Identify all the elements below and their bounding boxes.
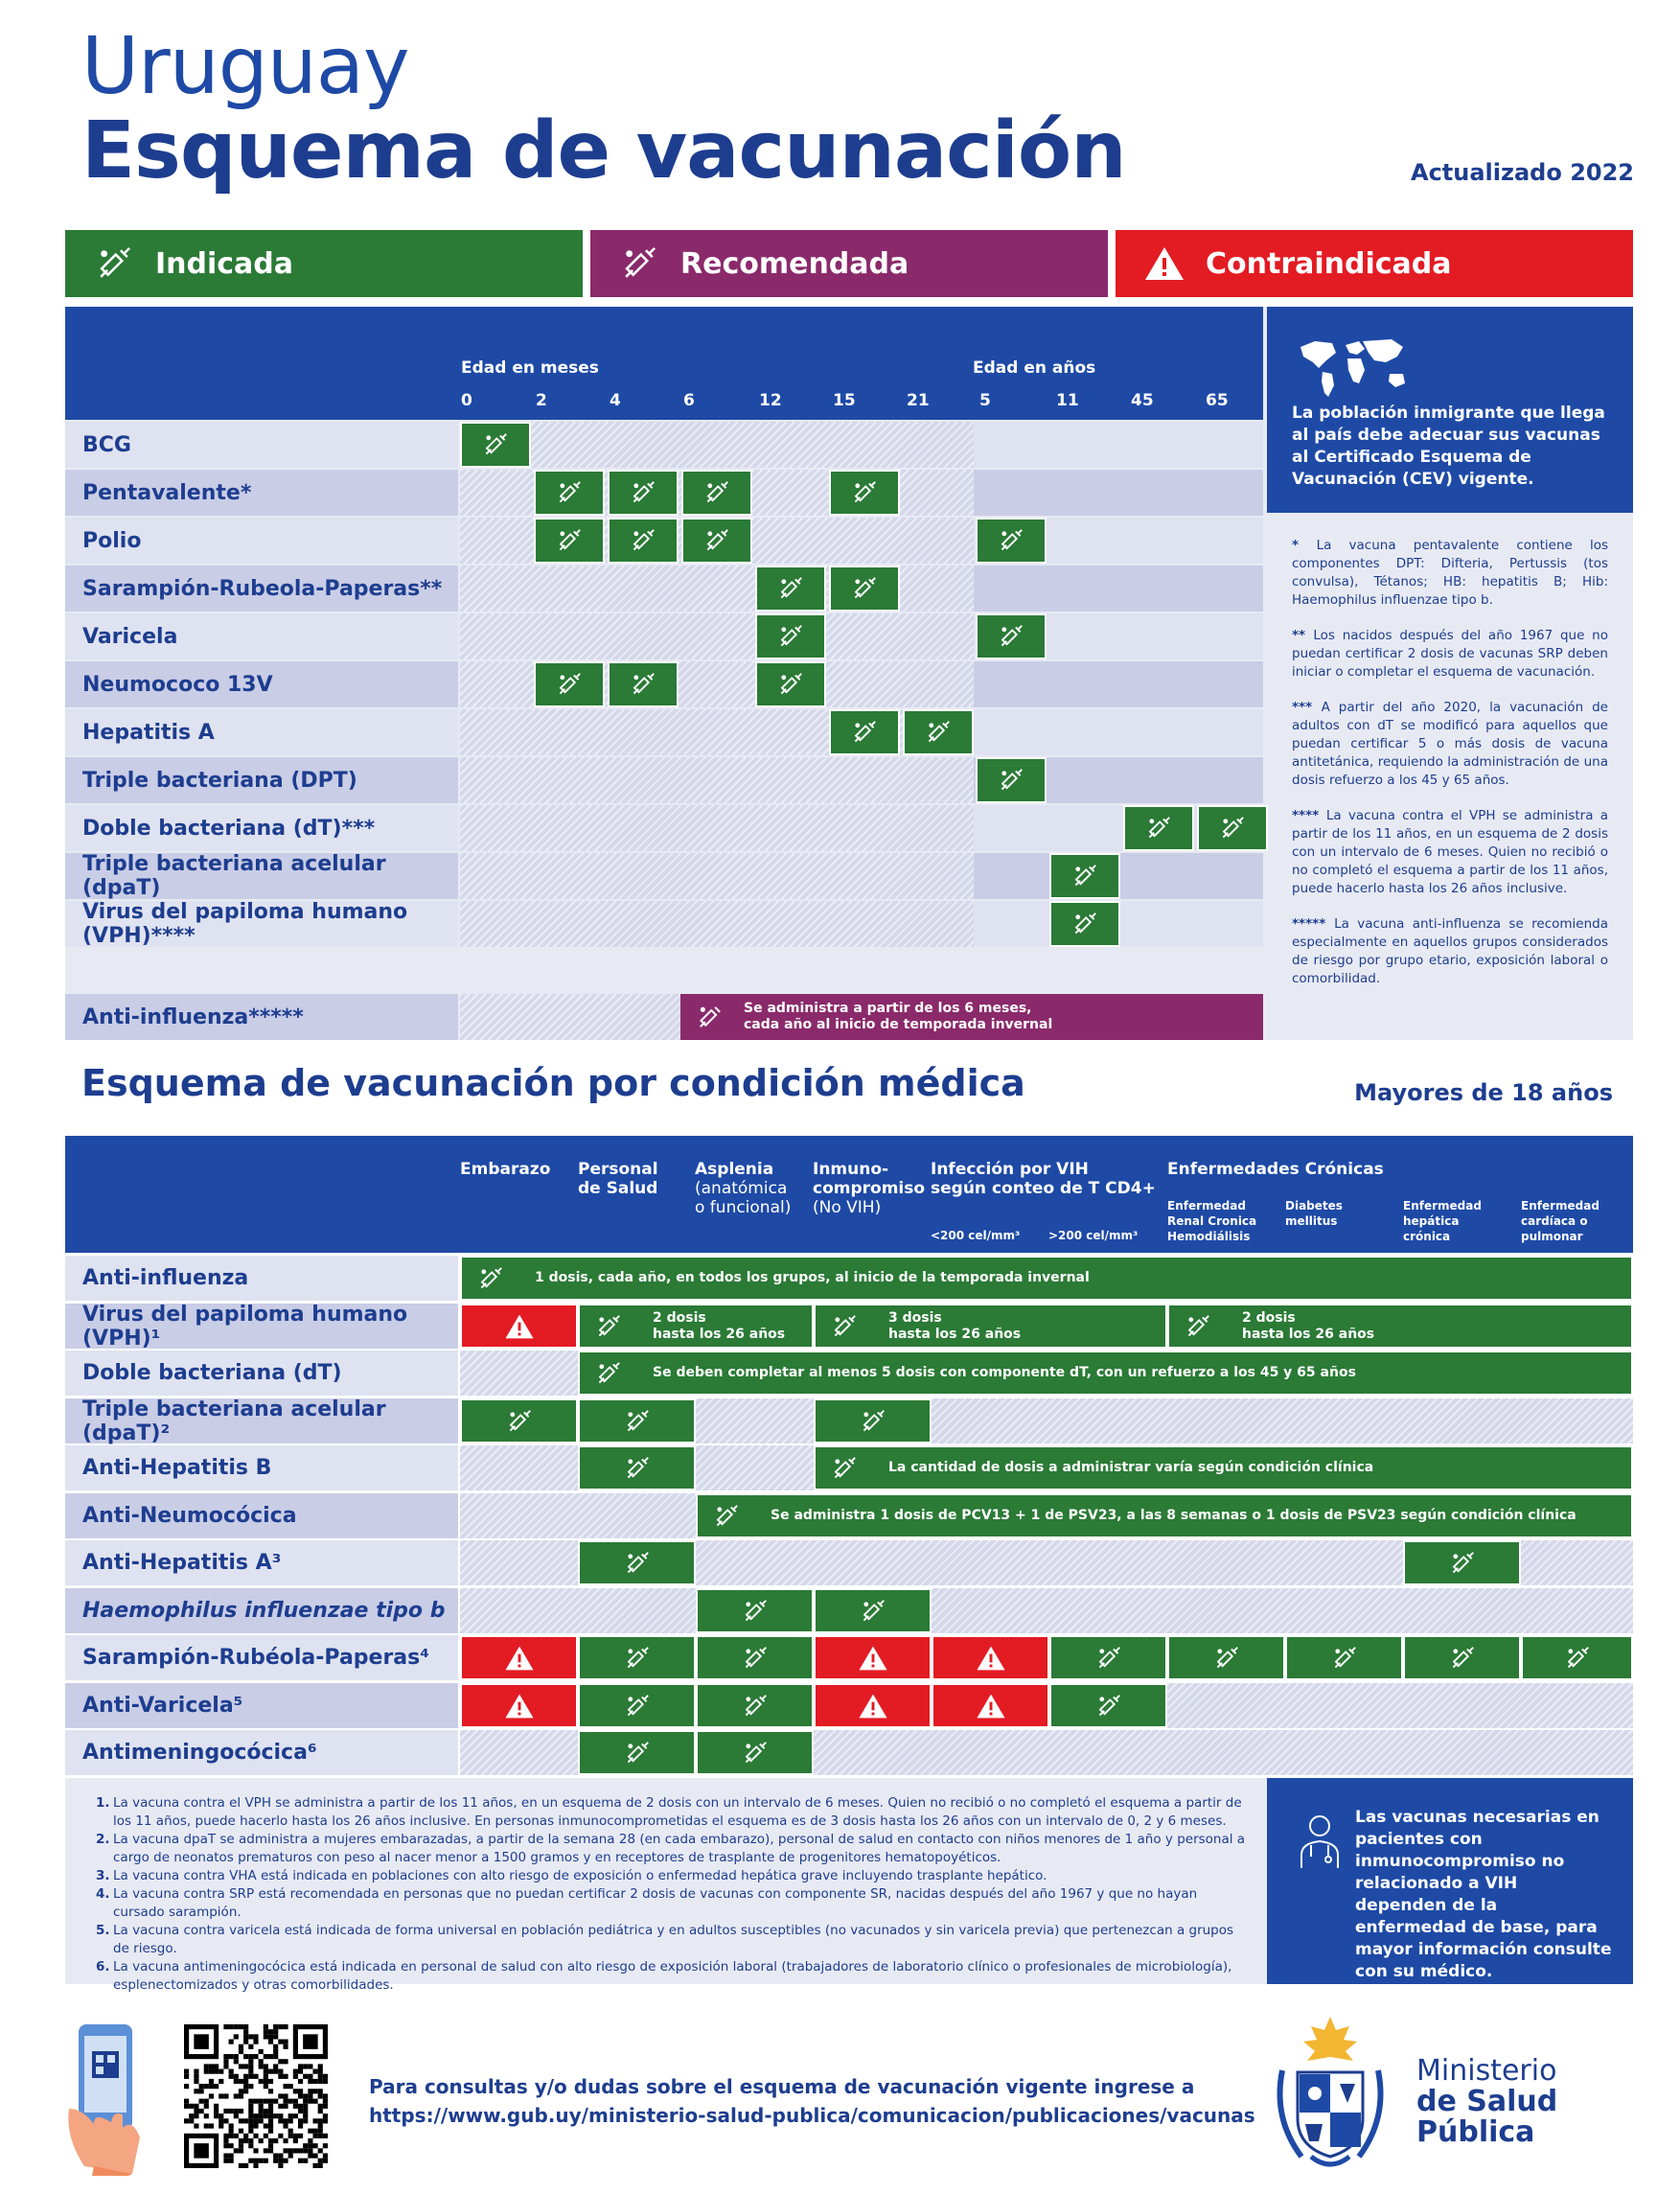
bar-text (653, 1365, 1356, 1381)
footnotes-list (96, 1794, 1246, 1995)
col-personal-2: de Salud (578, 1179, 658, 1198)
years-label: Edad en años (973, 358, 1096, 378)
doctor-icon (1298, 1813, 1342, 1874)
footnote-number: 1. (96, 1795, 110, 1811)
warning-icon (1140, 240, 1188, 288)
warning-icon (858, 1692, 888, 1721)
schedule-row-label: Neumococo 13V (65, 661, 458, 707)
bar-text-line: hasta los 26 años (653, 1326, 786, 1342)
col-diab-1: Diabetes (1285, 1199, 1343, 1212)
dose-cell (608, 661, 679, 707)
indicated-cell (578, 1304, 814, 1349)
col-embarazo: Embarazo (460, 1160, 551, 1179)
syringe-icon (475, 1263, 506, 1294)
syringe-icon (740, 1738, 771, 1768)
dose-cell (755, 613, 826, 659)
indicated-cell (814, 1588, 932, 1633)
schedule-row-label: Polio (65, 518, 458, 564)
side-note-text: Los nacidos después del año 1967 que no puedan certificar 2 dosis de vacunas SRP deben iniciar o completar el esquema de vacunación. (1292, 628, 1608, 680)
footnote-text: La vacuna antimeningocócica está indicada en personal de salud con alto riesgo de exposición laboral (trabajadores de laboratorio clínico o profesionales de microbiología), esplenectomizados y otras comorbilidades. (113, 1959, 1232, 1993)
syringe-icon (622, 1548, 653, 1579)
warning-icon (976, 1692, 1006, 1721)
indicated-cell (1167, 1635, 1285, 1680)
dose-cell (681, 518, 752, 564)
col-diab-2: mellitus (1285, 1214, 1338, 1228)
indicated-cell (578, 1351, 1633, 1396)
indicated-cell (696, 1683, 814, 1728)
contraindicated-cell (814, 1683, 932, 1728)
indicated-cell (1521, 1635, 1633, 1680)
page-title: Esquema de vacunación (81, 105, 1126, 196)
ministry-line-3: Pública (1416, 2115, 1535, 2149)
bar-text-line: Se administra 1 dosis de PCV13 + 1 de PSV23, a las 8 semanas o 1 dosis de PSV23 según condición clínica (771, 1508, 1576, 1523)
bar-text (535, 1270, 1090, 1286)
dose-cell (1123, 805, 1194, 851)
col-diabetes (1285, 1198, 1343, 1229)
syringe-icon (504, 1406, 535, 1437)
schedule-row-label: Varicela (65, 613, 458, 659)
influenza-text-2: cada año al inicio de temporada invernal (744, 1017, 1053, 1032)
bar-text (888, 1460, 1373, 1476)
medical-subtitle: Mayores de 18 años (1354, 1079, 1613, 1106)
side-note (1292, 699, 1608, 790)
medical-row-label: Anti-Hepatitis A³ (65, 1540, 458, 1585)
contraindicated-cell (460, 1304, 578, 1349)
syringe-icon (849, 477, 880, 508)
syringe-icon (1093, 1691, 1124, 1721)
side-note (1292, 537, 1608, 610)
col-inmuno-3: (No VIH) (813, 1198, 882, 1217)
indicated-cell (696, 1493, 1633, 1538)
syringe-icon (711, 1501, 742, 1532)
indicated-cell (460, 1398, 578, 1443)
warning-icon (858, 1644, 888, 1673)
syringe-icon (622, 1738, 653, 1768)
side-note-text: La vacuna anti-influenza se recomienda especialmente en aquellos grupos considerados de riesgo por grupo etario, exposición laboral o comorbilidad. (1292, 916, 1609, 986)
schedule-row-track-years (974, 661, 1263, 707)
legend-contraindicada-label: Contraindicada (1206, 246, 1452, 281)
side-notes (1292, 537, 1608, 1005)
syringe-icon (829, 1311, 860, 1342)
schedule-row-track-years (974, 709, 1263, 755)
contraindicated-cell (460, 1635, 578, 1680)
col-cardiaca (1521, 1198, 1599, 1244)
indicated-cell (578, 1398, 696, 1443)
col-hep-2: hepática (1403, 1214, 1460, 1228)
syringe-icon (628, 669, 658, 700)
footnote-number: 4. (96, 1886, 110, 1902)
age-tick: 4 (610, 391, 621, 410)
syringe-icon (628, 477, 658, 508)
indicated-cell (578, 1445, 696, 1490)
indicated-cell (696, 1635, 814, 1680)
medical-row-label: Haemophilus influenzae tipo b (65, 1588, 458, 1633)
syringe-icon (1329, 1643, 1360, 1674)
legend-indicada-label: Indicada (155, 246, 294, 281)
indicated-cell (578, 1635, 696, 1680)
bar-text-line: hasta los 26 años (1242, 1326, 1375, 1342)
syringe-icon (996, 525, 1026, 556)
footnote-number: 3. (96, 1868, 110, 1883)
schedule-row-label: BCG (65, 422, 458, 468)
side-note (1292, 915, 1608, 988)
syringe-icon (1143, 813, 1174, 843)
indicated-cell (578, 1730, 696, 1775)
indicated-cell (578, 1683, 696, 1728)
schedule-row-track-months (460, 422, 974, 468)
dose-cell (976, 757, 1047, 803)
side-note-text: A partir del año 2020, la vacunación de adultos con dT se modificó para aquellos que puedan certificar 5 o más dosis de vacuna antitetánica, requiendo la administración de una dosis refuerzo a los 45 y 65 años. (1292, 700, 1608, 788)
age-tick: 0 (461, 391, 472, 410)
dose-cell (681, 470, 752, 516)
age-tick: 5 (979, 391, 991, 410)
syringe-icon (1093, 1643, 1124, 1674)
syringe-icon (615, 240, 663, 288)
warning-icon (504, 1692, 535, 1721)
footnote-text: La vacuna dpaT se administra a mujeres embarazadas, a partir de la semana 28 (en cada embarazo), personal de salud en contacto con niños menores de 1 año y personal a cargo de neonatos prematuros con peso al nacer menor a 1500 gramos y en receptores de trasplante de progenitores hematopoyéticos. (113, 1832, 1246, 1865)
influenza-bar (680, 994, 1263, 1040)
bar-text (771, 1508, 1576, 1524)
col-personal (578, 1160, 658, 1198)
side-note-mark: **** (1292, 808, 1326, 823)
col-asplenia-3: o funcional) (695, 1198, 792, 1217)
side-note-mark: * (1292, 538, 1317, 553)
immuno-box (1267, 1778, 1633, 1984)
ministry-logo-text (1416, 2056, 1557, 2148)
side-note-text: La vacuna pentavalente contiene los componentes DPT: Difteria, Pertussis (tos convulsa), Tétanos; HB: hepatitis B; Hib: Haemophilus influenzae tipo b. (1292, 538, 1608, 608)
age-tick: 12 (759, 391, 782, 410)
contraindicated-cell (460, 1683, 578, 1728)
medical-row-label: Triple bacteriana acelular (dpaT)² (65, 1398, 458, 1443)
col-renal-2: Renal Cronica (1167, 1214, 1257, 1228)
bar-text-line: 3 dosis (888, 1309, 942, 1326)
coat-of-arms-logo (1263, 2013, 1397, 2180)
medical-title: Esquema de vacunación por condición médica (81, 1062, 1025, 1104)
col-asplenia-1: Asplenia (695, 1160, 774, 1179)
schedule-row-track-months (460, 805, 974, 851)
footnote (96, 1831, 1246, 1867)
months-label: Edad en meses (461, 358, 599, 378)
schedule-row-track-years (974, 470, 1263, 516)
consult-link[interactable]: https://www.gub.uy/ministerio-salud-publica/comunicacion/publicaciones/vacunas (369, 2104, 1255, 2127)
syringe-icon (1562, 1643, 1593, 1674)
col-vih-low: <200 cel/mm³ (931, 1229, 1021, 1242)
medical-row-label: Anti-Neumocócica (65, 1493, 458, 1538)
syringe-icon (480, 429, 511, 460)
legend-recomendada (590, 230, 1108, 297)
legend-contraindicada (1116, 230, 1633, 297)
indicated-cell (1285, 1635, 1403, 1680)
syringe-icon (702, 525, 732, 556)
dose-cell (534, 470, 605, 516)
col-renal (1167, 1198, 1256, 1244)
col-hepatica (1403, 1198, 1482, 1244)
syringe-icon (775, 621, 806, 652)
contraindicated-cell (932, 1635, 1049, 1680)
schedule-row-track-months (460, 901, 974, 947)
syringe-icon (849, 573, 880, 604)
influenza-text-1: Se administra a partir de los 6 meses, (744, 1001, 1032, 1016)
syringe-icon (628, 525, 658, 556)
footnote-number: 5. (96, 1923, 110, 1938)
bar-text-line: 1 dosis, cada año, en todos los grupos, al inicio de la temporada invernal (535, 1270, 1090, 1285)
warning-icon (504, 1644, 535, 1673)
syringe-icon (702, 477, 732, 508)
schedule-row-label: Virus del papiloma humano (VPH)**** (65, 901, 458, 947)
age-tick: 45 (1131, 391, 1154, 410)
medical-row-label: Virus del papiloma humano (VPH)¹ (65, 1304, 458, 1349)
age-tick: 6 (683, 391, 695, 410)
bar-text (888, 1310, 1021, 1343)
age-tick: 65 (1206, 391, 1229, 410)
consult-info (369, 2072, 1255, 2130)
qr-code[interactable] (184, 2024, 328, 2168)
syringe-icon (554, 477, 585, 508)
footnote (96, 1794, 1246, 1831)
col-card-1: Enfermedad (1521, 1199, 1599, 1212)
medical-row-label: Anti-influenza (65, 1256, 458, 1301)
bar-text (653, 1310, 785, 1343)
age-tick: 11 (1056, 391, 1079, 410)
syringe-icon (740, 1643, 771, 1674)
dose-cell (829, 470, 900, 516)
syringe-icon (593, 1358, 624, 1389)
side-note-text: La vacuna contra el VPH se administra a partir de los 11 años, en un esquema de 2 dosis con un intervalo de 6 meses. Quien no recibió o no completó el esquema a partir de los 11 años, puede hacerlo hasta los 26 años inclusive. (1292, 808, 1608, 896)
col-personal-1: Personal (578, 1160, 658, 1179)
contraindicated-cell (814, 1635, 932, 1680)
dose-cell (460, 422, 531, 468)
footnote-text: La vacuna contra SRP está recomendada en personas que no puedan certificar 2 dosis de vacunas con componente SR, nacidas después del año 1967 y que no hayan cursado sarampión. (113, 1886, 1198, 1920)
schedule-row-label: Hepatitis A (65, 709, 458, 755)
warning-icon (504, 1312, 535, 1341)
schedule-row-label: Sarampión-Rubeola-Paperas** (65, 566, 458, 612)
schedule-row-track-months (460, 853, 974, 899)
syringe-icon (996, 765, 1026, 796)
bar-text-line: La cantidad de dosis a administrar varía según condición clínica (888, 1460, 1374, 1475)
dose-cell (1049, 853, 1120, 899)
col-card-2: cardíaca o (1521, 1214, 1588, 1228)
dose-cell (534, 661, 605, 707)
syringe-icon (622, 1643, 653, 1674)
page-country: Uruguay (81, 21, 409, 112)
footnote (96, 1958, 1246, 1995)
dose-cell (1049, 901, 1120, 947)
dose-cell (829, 709, 900, 755)
syringe-icon (554, 669, 585, 700)
schedule-row-label: Triple bacteriana (DPT) (65, 757, 458, 803)
indicated-cell (814, 1398, 932, 1443)
footnote (96, 1922, 1246, 1958)
dose-cell (829, 566, 900, 612)
indicated-cell (696, 1730, 814, 1775)
syringe-icon (593, 1311, 624, 1342)
syringe-icon (858, 1406, 888, 1437)
footnote-text: La vacuna contra el VPH se administra a partir de los 11 años, en un esquema de 2 dosis con un intervalo de 6 meses. Quien no recibió o no completó el esquema a partir de los 11 años, puede hacerlo hasta los 26 años inclusive. En personas inmunocomprometidas el esquema es de 3 dosis hasta los 26 años con un intervalo de 0, 2 y 6 meses. (113, 1795, 1242, 1829)
syringe-icon (1217, 813, 1248, 843)
age-tick: 15 (833, 391, 856, 410)
col-inmuno-2: compromiso (813, 1179, 926, 1198)
syringe-icon (740, 1596, 771, 1627)
syringe-icon (1447, 1643, 1478, 1674)
col-asplenia-2: (anatómica (695, 1179, 788, 1198)
footnote (96, 1867, 1246, 1885)
phone-qr-icon (65, 2022, 146, 2180)
warning-icon (976, 1644, 1006, 1673)
syringe-icon (694, 1001, 726, 1033)
dose-cell (534, 518, 605, 564)
syringe-icon (775, 669, 806, 700)
col-vih-1: Infección por VIH (931, 1160, 1089, 1179)
dose-cell (608, 518, 679, 564)
indicated-cell (460, 1256, 1633, 1301)
dose-cell (755, 661, 826, 707)
dose-cell (608, 470, 679, 516)
footnote-number: 6. (96, 1959, 110, 1975)
footnote-text: La vacuna contra varicela está indicada de forma universal en población pediátrica y en adultos susceptibles (no vacunados y sin varicela previa) que pertenezcan a grupos de riesgo. (113, 1923, 1234, 1956)
schedule-row-label: Pentavalente* (65, 470, 458, 516)
immigrant-box (1267, 307, 1633, 513)
immigrant-text: La población inmigrante que llega al país debe adecuar sus vacunas al Certificado Esquema de Vacunación (CEV) vigente. (1292, 404, 1605, 489)
col-cronicas: Enfermedades Crónicas (1167, 1160, 1384, 1179)
syringe-icon (622, 1691, 653, 1721)
schedule-row-label: Doble bacteriana (dT)*** (65, 805, 458, 851)
medical-row-label: Antimeningocócica⁶ (65, 1730, 458, 1775)
syringe-icon (858, 1596, 888, 1627)
syringe-icon (554, 525, 585, 556)
dose-cell (976, 518, 1047, 564)
world-map-icon (1296, 335, 1411, 403)
col-asplenia (695, 1160, 791, 1217)
ministry-line-2: de Salud (1416, 2085, 1558, 2118)
col-vih (931, 1160, 1156, 1198)
bar-text-line: 2 dosis (653, 1309, 706, 1326)
col-renal-1: Enfermedad (1167, 1199, 1246, 1212)
indicated-cell (814, 1304, 1167, 1349)
syringe-icon (622, 1406, 653, 1437)
syringe-icon (775, 573, 806, 604)
col-vih-high: >200 cel/mm³ (1048, 1229, 1139, 1242)
syringe-icon (849, 717, 880, 748)
dose-cell (903, 709, 974, 755)
indicated-cell (696, 1588, 814, 1633)
syringe-icon (1070, 861, 1100, 891)
indicated-cell (578, 1540, 696, 1585)
syringe-icon (740, 1691, 771, 1721)
ministry-line-1: Ministerio (1416, 2054, 1557, 2088)
bar-text-line: 2 dosis (1242, 1309, 1296, 1326)
contraindicated-cell (932, 1683, 1049, 1728)
bar-text-line: Se deben completar al menos 5 dosis con componente dT, con un refuerzo a los 45 y 65 años (653, 1365, 1356, 1380)
medical-row-label: Anti-Hepatitis B (65, 1445, 458, 1490)
indicated-cell (1049, 1635, 1167, 1680)
dose-cell (976, 613, 1047, 659)
legend-indicada (65, 230, 583, 297)
col-card-3: pulmonar (1521, 1230, 1583, 1243)
indicated-cell (1167, 1304, 1633, 1349)
syringe-icon (1183, 1311, 1213, 1342)
medical-row-label: Anti-Varicela⁵ (65, 1683, 458, 1728)
dose-cell (1197, 805, 1268, 851)
syringe-icon (1211, 1643, 1242, 1674)
col-inmuno-1: Inmuno- (813, 1160, 889, 1179)
age-tick: 2 (536, 391, 547, 410)
syringe-icon (622, 1453, 653, 1484)
col-hep-3: crónica (1403, 1230, 1451, 1243)
col-hep-1: Enfermedad (1403, 1199, 1482, 1212)
col-renal-3: Hemodiálisis (1167, 1230, 1251, 1243)
dose-cell (755, 566, 826, 612)
schedule-row-track-months (460, 757, 974, 803)
bar-text-line: hasta los 26 años (888, 1326, 1022, 1342)
indicated-cell (1403, 1635, 1521, 1680)
medical-row-label: Doble bacteriana (dT) (65, 1351, 458, 1396)
syringe-icon (1447, 1548, 1478, 1579)
side-note (1292, 807, 1608, 898)
immuno-text: Las vacunas necesarias en pacientes con inmunocompromiso no relacionado a VIH dependen de la enfermedad de base, para mayor información consulte con su médico. (1355, 1808, 1612, 1981)
schedule-row-track-years (974, 422, 1263, 468)
side-note-mark: ***** (1292, 916, 1335, 932)
bar-text (1242, 1310, 1374, 1343)
footnote-text: La vacuna contra VHA está indicada en poblaciones con alto riesgo de exposición o enfermedad hepática grave incluyendo trasplante hepático. (113, 1868, 1047, 1883)
indicated-cell (814, 1445, 1633, 1490)
age-tick: 21 (907, 391, 930, 410)
updated-label: Actualizado 2022 (1411, 159, 1634, 186)
syringe-icon (996, 621, 1026, 652)
schedule-row-track-months (460, 613, 974, 659)
medical-row-label: Sarampión-Rubéola-Paperas⁴ (65, 1635, 458, 1680)
side-note (1292, 627, 1608, 681)
footnote-number: 2. (96, 1832, 110, 1847)
influenza-row-label: Anti-influenza***** (65, 994, 458, 1040)
side-note-mark: *** (1292, 700, 1322, 715)
consult-line-1: Para consultas y/o dudas sobre el esquema de vacunación vigente ingrese a (369, 2075, 1195, 2098)
col-inmuno (813, 1160, 925, 1217)
indicated-cell (1049, 1683, 1167, 1728)
col-vih-2: según conteo de T CD4+ (931, 1179, 1156, 1198)
medical-row-track (460, 1588, 1633, 1633)
syringe-icon (829, 1453, 860, 1484)
footnote (96, 1885, 1246, 1922)
syringe-icon (90, 240, 138, 288)
indicated-cell (1403, 1540, 1521, 1585)
schedule-row-label: Triple bacteriana acelular (dpaT) (65, 853, 458, 899)
side-note-mark: ** (1292, 628, 1314, 643)
syringe-icon (923, 717, 954, 748)
schedule-row-track-years (974, 566, 1263, 612)
syringe-icon (1070, 909, 1100, 939)
legend-recomendada-label: Recomendada (680, 246, 909, 281)
